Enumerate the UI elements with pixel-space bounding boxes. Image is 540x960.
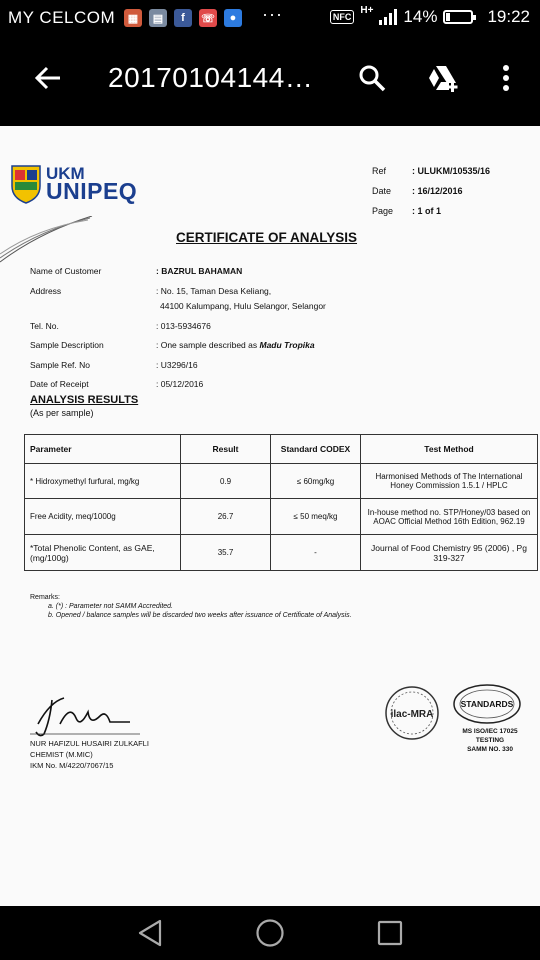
cell-parameter: * Hidroxymethyl furfural, mg/kg (25, 464, 181, 499)
gallery-notification-icon: ▤ (149, 9, 167, 27)
remarks (30, 594, 352, 619)
back-arrow-icon[interactable] (34, 64, 62, 92)
header-codex: Standard CODEX (271, 435, 361, 464)
accreditation-line3: SAMM NO. 330 (467, 746, 513, 753)
back-triangle-icon[interactable] (136, 918, 164, 948)
accreditation-text (450, 727, 530, 754)
reference-block (372, 166, 490, 226)
customer-label: Name of Customer (30, 266, 102, 276)
status-bar (0, 0, 540, 36)
address-line1: : No. 15, Taman Desa Keliang, (156, 286, 272, 296)
cell-method: Harmonised Methods of The International Honey Commission 1.5.1 / HPLC (361, 464, 538, 499)
handwritten-signature (30, 694, 140, 740)
document-page (0, 126, 540, 906)
cell-result: 0.9 (181, 464, 271, 499)
receipt-value: : 05/12/2016 (156, 379, 204, 389)
navigation-bar (0, 906, 540, 960)
logo-ukm-text: UKM (46, 164, 85, 183)
network-type: H+ (360, 4, 374, 16)
cell-parameter: *Total Phenolic Content, as GAE, (mg/100g) (25, 535, 181, 571)
remark-a: a. (*) : Parameter not SAMM Accredited. (48, 603, 174, 610)
add-to-drive-icon[interactable] (427, 64, 461, 92)
sample-name: Madu Tropika (259, 340, 315, 350)
table-row (25, 535, 538, 571)
app-bar (0, 36, 540, 126)
sample-ref-value: : U3296/16 (156, 360, 198, 370)
app-notification-icon: ▦ (124, 9, 142, 27)
ukm-crest-logo (10, 164, 42, 204)
ilac-mra-logo (384, 684, 440, 742)
analysis-results-title: ANALYSIS RESULTS (30, 394, 139, 406)
header-method: Test Method (361, 435, 538, 464)
accreditation-line2: TESTING (475, 737, 505, 744)
more-options-icon[interactable] (500, 64, 512, 92)
address-line2: 44100 Kalumpang, Hulu Selangor, Selangor (160, 301, 326, 311)
cell-codex: - (271, 535, 361, 571)
sample-desc-value: : One sample described as Madu Tropika (156, 340, 315, 350)
sample-ref-label: Sample Ref. No (30, 360, 90, 370)
header-result: Result (181, 435, 271, 464)
nfc-icon: NFC (330, 10, 355, 24)
address-label: Address (30, 286, 62, 296)
notification-icons (124, 9, 242, 27)
signatory-name: NUR HAFIZUL HUSAIRI ZULKAFLI (30, 739, 149, 748)
page-value: : 1 of 1 (412, 206, 442, 216)
search-icon[interactable] (358, 64, 386, 92)
signal-icon (379, 9, 397, 25)
cell-codex: ≤ 60mg/kg (271, 464, 361, 499)
battery-icon (443, 10, 473, 24)
cell-result: 26.7 (181, 499, 271, 535)
missed-call-icon: ☏ (199, 9, 217, 27)
remark-b: b. Opened / balance samples will be discarded two weeks after issuance of Certificate of Analysis. (48, 612, 352, 619)
date-value: : 16/12/2016 (412, 186, 463, 196)
standards-malaysia-logo (452, 684, 522, 726)
home-circle-icon[interactable] (255, 918, 285, 948)
customer-value: : BAZRUL BAHAMAN (156, 266, 243, 276)
sample-desc-label: Sample Description (30, 340, 104, 350)
recent-apps-square-icon[interactable] (376, 918, 404, 948)
cell-method: Journal of Food Chemistry 95 (2006) , Pg 319-327 (361, 535, 538, 571)
more-notifications-icon: ··· (262, 4, 283, 24)
cell-result: 35.7 (181, 535, 271, 571)
cell-codex: ≤ 50 meq/kg (271, 499, 361, 535)
logo-unipeq-text: UNIPEQ (46, 178, 138, 204)
accreditation-line1: MS ISO/IEC 17025 (462, 728, 518, 735)
header-parameter: Parameter (25, 435, 181, 464)
ref-value: : ULUKM/10535/16 (412, 166, 491, 176)
ilac-label: ilac-MRA (390, 709, 434, 720)
ref-label: Ref (372, 166, 387, 176)
tel-label: Tel. No. (30, 321, 59, 331)
cell-method: In-house method no. STP/Honey/03 based on AOAC Official Method 16th Edition, 962.19 (361, 499, 538, 535)
clock: 19:22 (487, 7, 530, 26)
certificate-title: CERTIFICATE OF ANALYSIS (176, 230, 358, 245)
logo-swoosh (0, 216, 100, 264)
remarks-label: Remarks: (30, 594, 60, 601)
results-table (24, 434, 538, 571)
cell-parameter: Free Acidity, meq/1000g (25, 499, 181, 535)
messenger-icon: ● (224, 9, 242, 27)
date-label: Date (372, 186, 392, 196)
page-label: Page (372, 206, 394, 216)
tel-value: : 013-5934676 (156, 321, 211, 331)
signatory-block (30, 738, 149, 771)
battery-percent: 14% (403, 7, 438, 26)
signatory-title: CHEMIST (M.MIC) (30, 750, 93, 759)
receipt-label: Date of Receipt (30, 379, 89, 389)
table-row (25, 499, 538, 535)
table-row (25, 464, 538, 499)
carrier-name: MY CELCOM (8, 8, 116, 27)
table-header-row (25, 435, 538, 464)
analysis-results-subtitle: (As per sample) (30, 408, 94, 418)
file-title: 20170104144… (108, 62, 314, 93)
standards-label: STANDARDS (460, 699, 514, 709)
status-right (330, 4, 530, 27)
facebook-icon: f (174, 9, 192, 27)
signatory-ikm: IKM No. M/4220/7067/15 (30, 761, 114, 770)
